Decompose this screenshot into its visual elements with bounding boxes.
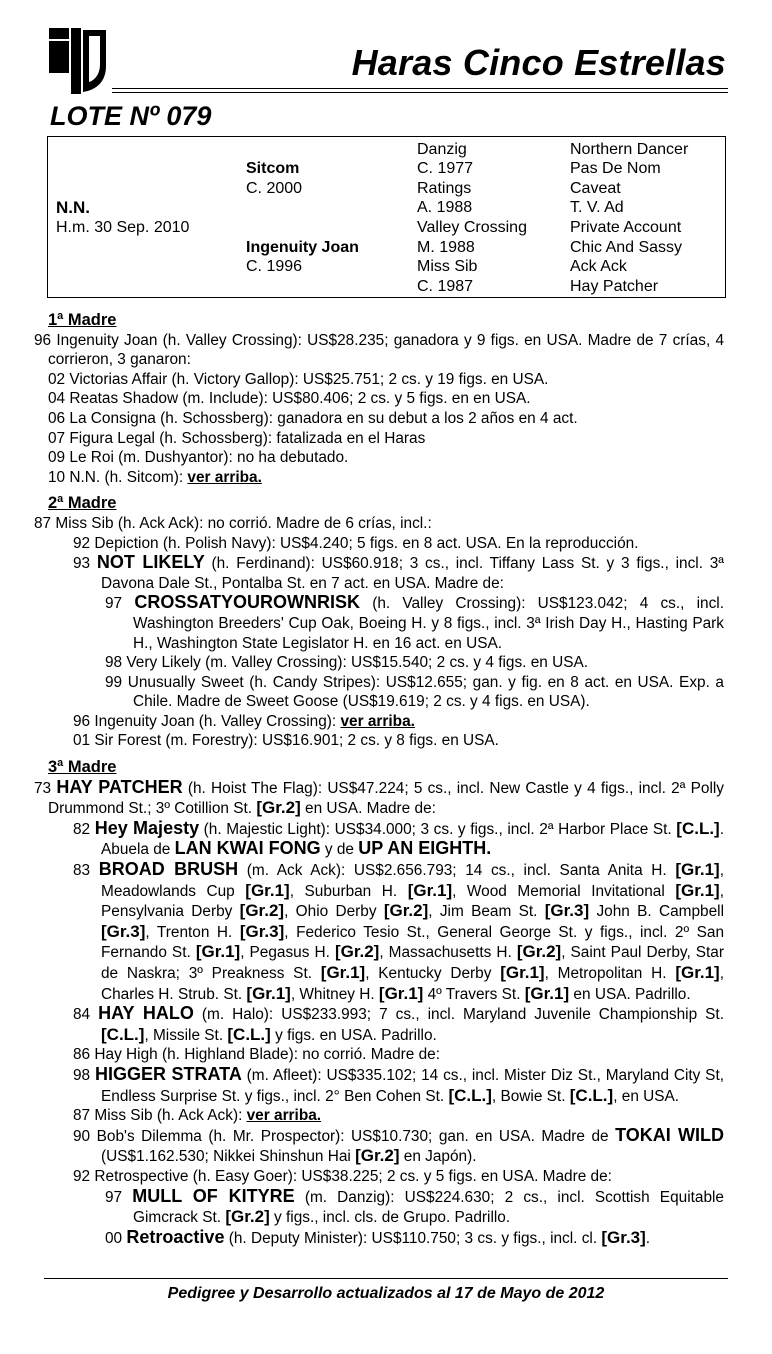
horse-name-highlight: TOKAI WILD <box>615 1124 724 1145</box>
entry-text: (h. Majestic Light): US$34.000; 3 cs. y figs., incl. 2ª Harbor Place St. <box>199 820 677 838</box>
entry-text: 96 Ingenuity Joan (h. Valley Crossing): US$28.235; ganadora y 9 figs. en USA. Madre de 7 crías, 4 corrieron, 3 ganaron: <box>34 331 724 369</box>
horse-name-highlight: HIGGER STRATA <box>94 1063 242 1084</box>
grade-badge: [Gr.1] <box>407 880 453 900</box>
grade-badge: [C.L.] <box>569 1085 614 1105</box>
entry-text: 87 Miss Sib (h. Ack Ack): no corrió. Madre de 6 crías, incl.: <box>34 514 432 532</box>
grade-badge: [Gr.1] <box>675 963 720 982</box>
entry-text: , Wood Memorial Invitational <box>452 882 676 900</box>
produce-entry <box>73 1126 724 1167</box>
see-above-ref: ver arriba. <box>187 468 262 486</box>
entry-text: 98 Very Likely (m. Valley Crossing): US$15.540; 2 cs. y 4 figs. en USA. <box>105 654 589 672</box>
footer-rule <box>44 1278 728 1279</box>
produce-entry <box>73 712 724 732</box>
grade-badge: [Gr.2] <box>516 942 562 962</box>
grade-badge: [Gr.2] <box>225 1207 270 1227</box>
entry-text: , Charles H. Strub. St. <box>101 965 724 1003</box>
sire-description: C. 2000 <box>246 180 303 197</box>
pedigree-gen3: C. 1977 <box>417 160 474 177</box>
produce-entry <box>105 653 724 673</box>
entry-text: 97 <box>105 595 135 613</box>
entry-text: (h. Ferdinand): US$60.918; 3 cs., incl. Tiffany Lass St. y 3 figs., incl. 3ª Davona Dale St., Pontalba St. en 7 act. en USA. Madre de: <box>101 555 724 592</box>
entry-text: 90 Bob's Dilemma (h. Mr. Prospector): US$10.730; gan. en USA. Madre de <box>73 1127 616 1145</box>
grade-badge: [Gr.3] <box>101 921 146 941</box>
entry-text: 92 Retrospective (h. Easy Goer): US$38.225; 2 cs. y 5 figs. en USA. Madre de: <box>73 1167 612 1185</box>
grade-badge: [Gr.3] <box>239 921 285 941</box>
produce-entry <box>105 1187 724 1228</box>
pedigree-gen3: M. 1988 <box>417 239 475 256</box>
sire-name: Sitcom <box>246 160 300 177</box>
entry-text: , Metropolitan H. <box>544 965 676 982</box>
entry-text: 04 Reatas Shadow (m. Include): US$80.406; 2 cs. y 5 figs. en en USA. <box>48 390 531 408</box>
entry-text: 09 Le Roi (m. Dushyantor): no ha debutado. <box>48 449 349 467</box>
grade-badge: [C.L.] <box>676 818 720 838</box>
pedigree-gen4: Caveat <box>570 180 621 197</box>
farm-logo-icon <box>46 28 108 94</box>
entry-text: 02 Victorias Affair (h. Victory Gallop): US$25.751; 2 cs. y 19 figs. en USA. <box>48 370 549 388</box>
grade-badge: [Gr.2] <box>239 901 285 921</box>
grade-badge: [Gr.1] <box>500 963 545 982</box>
produce-entry <box>73 1167 724 1187</box>
entry-text: , Missile St. <box>144 1026 228 1044</box>
entry-text: John B. Campbell <box>589 903 724 921</box>
grade-badge: [Gr.1] <box>675 860 720 880</box>
grade-badge: [Gr.1] <box>195 942 241 962</box>
entry-text: . <box>645 1229 651 1247</box>
see-above-ref: ver arriba. <box>340 712 415 730</box>
entry-text: 83 <box>73 862 99 880</box>
entry-text: , Suburban H. <box>289 882 408 900</box>
farm-name: Haras Cinco Estrellas <box>351 42 726 83</box>
grade-badge: [Gr.1] <box>675 880 720 900</box>
see-above-ref: ver arriba. <box>246 1107 322 1125</box>
grade-badge: [Gr.3] <box>544 901 590 921</box>
entry-text: , Pegasus H. <box>240 944 335 962</box>
grade-badge: [C.L.] <box>101 1024 145 1044</box>
header-rule-2 <box>112 92 728 93</box>
section-title: 1ª Madre <box>48 311 117 329</box>
produce-entry <box>73 1004 724 1045</box>
horse-name-highlight: CROSSATYOUROWNRISK <box>134 592 360 613</box>
pedigree-gen3: Valley Crossing <box>417 219 527 236</box>
grade-badge: [Gr.1] <box>320 963 366 982</box>
entry-text: , en USA. <box>613 1087 680 1105</box>
horse-name-highlight: Hey Majesty <box>94 817 200 838</box>
section-title: 2ª Madre <box>48 494 117 513</box>
entry-text: 97 <box>105 1188 133 1206</box>
produce-entry <box>105 1228 724 1249</box>
lot-number: LOTE Nº 079 <box>50 101 212 131</box>
entry-text: , Massachusetts H. <box>379 944 517 962</box>
entry-text: y figs. en USA. Padrillo. <box>270 1026 437 1044</box>
produce-entry <box>34 778 724 819</box>
entry-text: 99 Unusually Sweet (h. Candy Stripes): US$12.655; gan. y fig. en 8 act. en USA. Exp. a Chile. Madre de Sweet Goose (US$19.619; 2 cs. y 4 figs. en USA). <box>105 673 724 711</box>
pedigree-gen3: Ratings <box>417 180 472 197</box>
entry-text: 00 <box>105 1229 127 1247</box>
entry-text: en USA. Padrillo. <box>569 985 691 1003</box>
entry-text: (m. Ack Ack): US$2.656.793; 14 cs., incl. Santa Anita H. <box>238 862 676 880</box>
produce-entry <box>73 731 724 751</box>
entry-text: 82 <box>73 820 95 838</box>
entry-text: 86 Hay High (h. Highland Blade): no corrió. Madre de: <box>73 1046 441 1064</box>
horse-name-highlight: UP AN EIGHTH. <box>358 838 492 859</box>
produce-entry <box>34 331 724 370</box>
pedigree-gen4: Chic And Sassy <box>570 239 683 256</box>
pedigree-gen4: Ack Ack <box>570 258 627 275</box>
entry-text: (m. Danzig): US$224.630; 2 cs., incl. Scottish Equitable Gimcrack St. <box>133 1188 724 1227</box>
horse-name-highlight: HAY HALO <box>98 1003 194 1024</box>
entry-text: , Trenton H. <box>145 923 240 941</box>
entry-text: (US$1.162.530; Nikkei Shinshun Hai <box>101 1148 356 1166</box>
dam-description: C. 1996 <box>246 258 303 275</box>
entry-text: 98 <box>73 1066 95 1084</box>
entry-text: (h. Hoist The Flag): US$47.224; 5 cs., incl. New Castle y 4 figs., incl. 2ª Polly Drummond St.; 3º Cotillion St. <box>48 779 724 818</box>
grade-badge: [Gr.2] <box>334 942 380 962</box>
produce-entry <box>48 409 724 429</box>
grade-badge: [Gr.2] <box>256 798 301 818</box>
produce-entry <box>48 389 724 409</box>
entry-text: , Federico Tesio St., General George St. y figs., incl. 2º San Fernando St. <box>101 923 725 962</box>
pedigree-gen3: Danzig <box>417 141 467 158</box>
horse-name: N.N. <box>56 198 90 217</box>
grade-badge: [Gr.2] <box>383 901 429 921</box>
produce-entry <box>105 593 724 653</box>
entry-text: , Meadowlands Cup <box>101 862 724 900</box>
grade-badge: [Gr.2] <box>355 1146 400 1166</box>
horse-name-highlight: NOT LIKELY <box>96 552 205 573</box>
entry-text: y de <box>320 841 359 859</box>
horse-description: H.m. 30 Sep. 2010 <box>56 219 190 236</box>
grade-badge: [Gr.1] <box>245 880 290 900</box>
entry-text: , Pensylvania Derby <box>101 882 724 921</box>
entry-text: 84 <box>73 1006 99 1024</box>
entry-text: (h. Deputy Minister): US$110.750; 3 cs. y figs., incl. cl. <box>224 1229 602 1247</box>
pedigree-gen4: Northern Dancer <box>570 141 689 158</box>
entry-text: 96 Ingenuity Joan (h. Valley Crossing): <box>73 712 341 730</box>
header-rule <box>112 88 728 89</box>
produce-entry <box>73 819 724 860</box>
section-title: 3ª Madre <box>48 758 117 777</box>
entry-text: en USA. Madre de: <box>300 800 436 818</box>
horse-name-highlight: LAN KWAI FONG <box>174 838 321 859</box>
produce-entry <box>73 1106 724 1126</box>
produce-entry <box>48 468 724 488</box>
grade-badge: [C.L.] <box>448 1085 492 1105</box>
produce-entry <box>73 1065 724 1106</box>
produce-entry <box>48 370 724 390</box>
pedigree-gen4: Pas De Nom <box>570 160 661 177</box>
entry-text: 87 Miss Sib (h. Ack Ack): <box>73 1107 247 1125</box>
produce-entry <box>73 553 724 593</box>
produce-entry <box>48 429 724 449</box>
pedigree-table <box>47 136 726 298</box>
dam-family-text <box>34 309 725 1248</box>
entry-text: y figs., incl. cls. de Grupo. Padrillo. <box>269 1209 511 1227</box>
produce-entry <box>73 860 724 1004</box>
pedigree-gen3: A. 1988 <box>417 199 473 216</box>
entry-text: (m. Afleet): US$335.102; 14 cs., incl. Mister Diz St., Maryland City St, Endless Surprise St. y figs., incl. 2° Ben Cohen St. <box>101 1066 724 1105</box>
pedigree-gen4: T. V. Ad <box>570 199 624 216</box>
entry-text: 4º Travers St. <box>423 985 525 1003</box>
produce-entry <box>73 534 724 554</box>
produce-entry <box>34 514 724 534</box>
entry-text: 10 N.N. (h. Sitcom): <box>48 468 188 486</box>
entry-text: 07 Figura Legal (h. Schossberg): fatalizada en el Haras <box>48 429 426 447</box>
entry-text: , Kentucky Derby <box>365 965 501 982</box>
entry-text: 93 <box>73 555 97 573</box>
entry-text: en Japón). <box>399 1148 477 1166</box>
entry-text: 73 <box>34 779 57 797</box>
pedigree-gen3: Miss Sib <box>417 258 478 275</box>
produce-entry <box>73 1045 724 1065</box>
pedigree-gen4: Private Account <box>570 219 682 236</box>
grade-badge: [Gr.1] <box>378 983 424 1003</box>
horse-name-highlight: HAY PATCHER <box>56 776 183 797</box>
entry-text: , Bowie St. <box>491 1087 570 1105</box>
entry-text: , Jim Beam St. <box>428 903 545 921</box>
pedigree-gen4: Hay Patcher <box>570 278 659 295</box>
produce-entry <box>105 673 724 712</box>
entry-text: (m. Halo): US$233.993; 7 cs., incl. Maryland Juvenile Championship St. <box>193 1006 724 1024</box>
grade-badge: [Gr.1] <box>524 983 570 1003</box>
entry-text: 06 La Consigna (h. Schossberg): ganadora en su debut a los 2 años en 4 act. <box>48 409 578 427</box>
horse-name-highlight: MULL OF KITYRE <box>132 1185 295 1206</box>
footer-note: Pedigree y Desarrollo actualizados al 17 de Mayo de 2012 <box>167 1285 605 1302</box>
produce-entry <box>48 448 724 468</box>
grade-badge: [C.L.] <box>227 1024 271 1044</box>
entry-text: , Whitney H. <box>290 985 379 1003</box>
entry-text: 01 Sir Forest (m. Forestry): US$16.901; 2 cs. y 8 figs. en USA. <box>73 732 499 750</box>
entry-text: , Ohio Derby <box>284 903 384 921</box>
pedigree-gen3: C. 1987 <box>417 278 474 295</box>
grade-badge: [Gr.1] <box>246 983 291 1003</box>
horse-name-highlight: BROAD BRUSH <box>98 859 239 880</box>
entry-text: . Abuela de <box>101 820 724 859</box>
entry-text: (h. Valley Crossing): US$123.042; 4 cs., incl. Washington Breeders' Cup Oak, Boeing H. y 8 figs., incl. 3ª Irish Day H., Hasting Park H., Washington State Legislator H. en 16 act. en USA. <box>133 595 724 652</box>
entry-text: 92 Depiction (h. Polish Navy): US$4.240; 5 figs. en 8 act. USA. En la reproducción. <box>73 534 639 552</box>
entry-text: , Saint Paul Derby, Star de Naskra; 3º Preakness St. <box>101 944 724 982</box>
dam-name: Ingenuity Joan <box>246 239 359 256</box>
horse-name-highlight: Retroactive <box>126 1226 225 1247</box>
grade-badge: [Gr.3] <box>601 1227 646 1247</box>
